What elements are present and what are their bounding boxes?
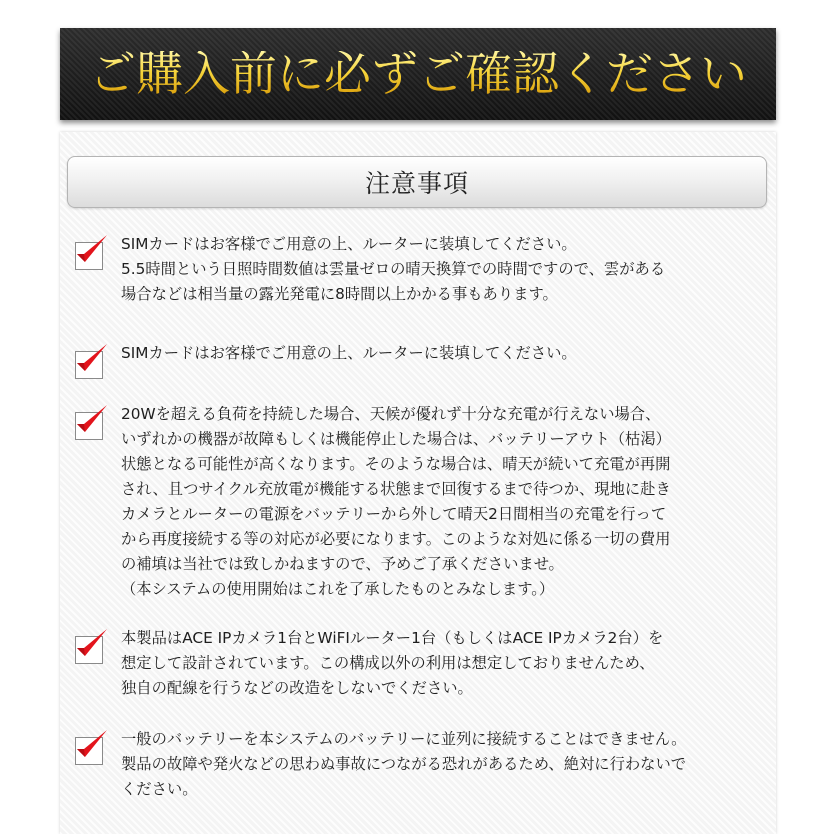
text-line: 独自の配線を行うなどの改造をしないでください。 — [121, 679, 473, 697]
notice-text — [121, 232, 761, 307]
text-line: （本システムの使用開始はこれを了承したものとみなします。） — [121, 580, 555, 598]
checkmark-icon — [72, 727, 110, 765]
checkmark-icon — [72, 232, 110, 270]
text-line: され、且つサイクル充放電が機能する状態まで回復するまで待つか、現地に赴き — [121, 480, 671, 498]
text-line: 5.5時間という日照時間数値は雲量ゼロの晴天換算での時間ですので、雲がある — [121, 260, 666, 278]
notice-text — [121, 626, 761, 701]
text-line: 20Wを超える負荷を持続した場合、天候が優れず十分な充電が行えない場合、 — [121, 405, 661, 423]
text-line: 本製品はACE IPカメラ1台とWiFIルーター1台（もしくはACE IPカメラ2台）を — [121, 629, 664, 647]
banner-title: ご購入前に必ずご確認ください — [89, 46, 747, 102]
text-line: 状態となる可能性が高くなります。そのような場合は、晴天が続いて充電が再開 — [121, 455, 671, 473]
text-line: から再度接続する等の対応が必要になります。このような対処に係る一切の費用 — [121, 530, 671, 548]
text-line: 一般のバッテリーを本システムのバッテリーに並列に接続することはできません。 — [121, 730, 687, 748]
checkmark-icon — [72, 402, 110, 440]
notice-text — [121, 341, 761, 366]
notice-text — [121, 402, 761, 602]
text-line: SIMカードはお客様でご用意の上、ルーターに装填してください。 — [121, 235, 577, 253]
text-line: の補填は当社では致しかねますので、予めご了承くださいませ。 — [121, 555, 564, 573]
text-line: カメラとルーターの電源をバッテリーから外して晴天2日間相当の充電を行って — [121, 505, 667, 523]
section-title: 注意事項 — [364, 169, 469, 198]
header-banner — [60, 28, 776, 120]
text-line: いずれかの機器が故障もしくは機能停止した場合は、バッテリーアウト（枯渇） — [121, 430, 671, 448]
text-line: 場合などは相当量の露光発電に8時間以上かかる事もあります。 — [121, 285, 558, 303]
checkmark-icon — [72, 626, 110, 664]
text-line: 製品の故障や発火などの思わぬ事故につながる恐れがあるため、絶対に行わないで — [121, 755, 687, 773]
checkmark-icon — [72, 341, 110, 379]
notice-text — [121, 727, 761, 802]
text-line: ください。 — [121, 780, 198, 798]
text-line: 想定して設計されています。この構成以外の利用は想定しておりませんため、 — [121, 654, 655, 672]
text-line: SIMカードはお客様でご用意の上、ルーターに装填してください。 — [121, 344, 577, 362]
section-header — [67, 156, 767, 208]
